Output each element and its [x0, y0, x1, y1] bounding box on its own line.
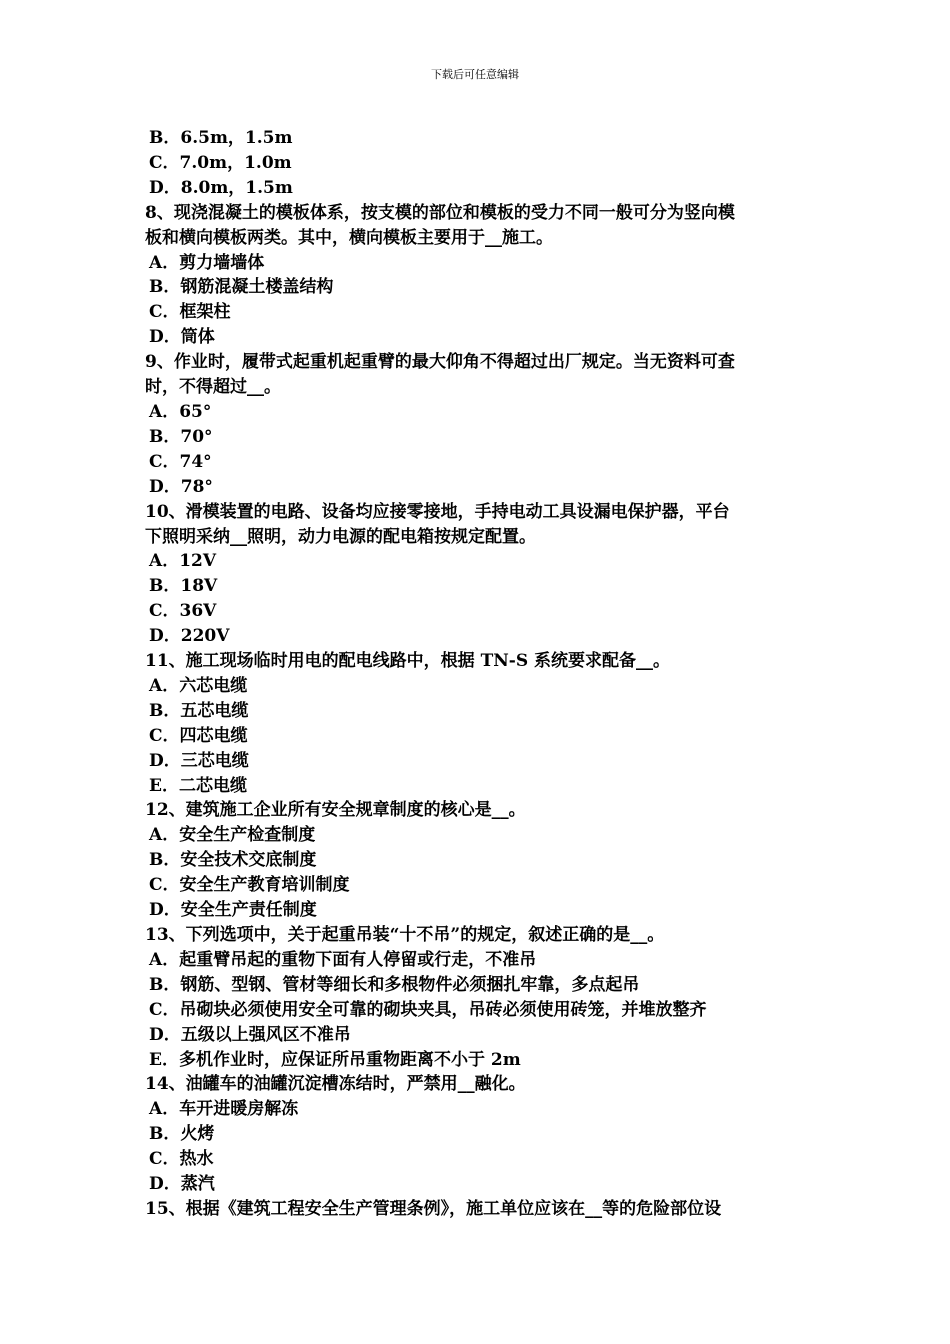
answer-option: B．70°	[149, 426, 213, 447]
answer-option: B．火烤	[149, 1124, 215, 1145]
answer-option: E．二芯电缆	[149, 775, 247, 796]
answer-option: D．三芯电缆	[149, 750, 249, 771]
question-text: 15、根据《建筑工程安全生产管理条例》，施工单位应该在__等的危险部位设	[145, 1198, 722, 1219]
question-text: 时，不得超过__。	[145, 377, 281, 398]
answer-option: A．65°	[149, 401, 212, 422]
answer-option: A．六芯电缆	[149, 675, 248, 696]
question-text: 板和横向模板两类。其中，横向模板主要用于__施工。	[145, 227, 553, 248]
question-text: 13、下列选项中，关于起重吊装“十不吊”的规定，叙述正确的是__。	[145, 925, 665, 945]
answer-option: D．五级以上强风区不准吊	[149, 1024, 351, 1045]
answer-option: C．36V	[149, 601, 217, 622]
answer-option: B．安全技术交底制度	[149, 850, 317, 871]
question-text: 下照明采纳__照明，动力电源的配电箱按规定配置。	[145, 526, 536, 547]
answer-option: C．框架柱	[149, 302, 231, 323]
answer-option: E．多机作业时，应保证所吊重物距离不小于 2m	[149, 1049, 521, 1070]
answer-option: D．安全生产责任制度	[149, 900, 317, 921]
answer-option: B．钢筋混凝土楼盖结构	[149, 277, 334, 298]
answer-option: B．6.5m，1.5m	[149, 128, 293, 148]
question-text: 10、滑模装置的电路、设备均应接零接地，手持电动工具设漏电保护器，平台	[145, 501, 730, 522]
answer-option: D．蒸汽	[149, 1174, 215, 1195]
answer-option: D．78°	[149, 476, 213, 497]
answer-option: C．7.0m，1.0m	[149, 152, 292, 173]
answer-option: B．18V	[149, 576, 218, 597]
question-text: 11、施工现场临时用电的配电线路中，根据 TN-S 系统要求配备__。	[145, 651, 671, 672]
answer-option: C．热水	[149, 1149, 214, 1170]
answer-option: D．筒体	[149, 327, 215, 348]
answer-option: A．车开进暖房解冻	[149, 1099, 299, 1120]
question-text: 14、油罐车的油罐沉淀槽冻结时，严禁用__融化。	[145, 1074, 526, 1095]
answer-option: D．8.0m，1.5m	[149, 177, 293, 198]
answer-option: A．起重臂吊起的重物下面有人停留或行走，不准吊	[149, 949, 537, 970]
page-header: 下载后可任意编辑	[431, 68, 519, 81]
question-text: 9、作业时，履带式起重机起重臂的最大仰角不得超过出厂规定。当无资料可查	[145, 352, 735, 373]
answer-option: C．安全生产教育培训制度	[149, 875, 350, 896]
answer-option: D．220V	[149, 626, 230, 647]
answer-option: C．74°	[149, 451, 212, 472]
question-text: 12、建筑施工企业所有安全规章制度的核心是__。	[145, 800, 526, 821]
answer-option: C．四芯电缆	[149, 725, 248, 746]
answer-option: A．剪力墙墙体	[149, 252, 265, 273]
answer-option: B．钢筋、型钢、管材等细长和多根物件必须捆扎牢靠，多点起吊	[149, 974, 640, 995]
answer-option: A．安全生产检查制度	[149, 825, 316, 846]
answer-option: C．吊砌块必须使用安全可靠的砌块夹具，吊砖必须使用砖笼，并堆放整齐	[149, 999, 707, 1020]
answer-option: A．12V	[149, 551, 217, 572]
document-body	[145, 126, 810, 1222]
question-text: 8、现浇混凝土的模板体系，按支模的部位和模板的受力不同一般可分为竖向模	[145, 202, 735, 223]
answer-option: B．五芯电缆	[149, 700, 249, 721]
